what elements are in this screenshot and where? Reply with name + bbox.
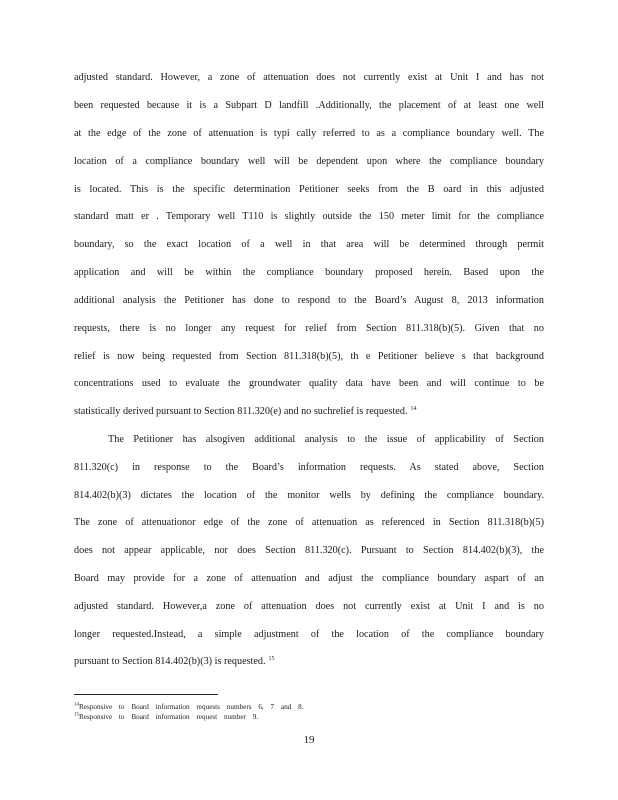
paragraph-line: location of a compliance boundary well will be dependent upon where the compliance boundary [74, 156, 544, 167]
paragraph-line: requests, there is no longer any request for relief from Section 811.318(b)(5). Given that no [74, 323, 544, 334]
paragraph-line: application and will be within the compliance boundary proposed herein. Based upon the [74, 267, 544, 278]
paragraph-line: adjusted standard. However, a zone of attenuation does not currently exist at Unit I and has not [74, 72, 544, 83]
paragraph-line: boundary, so the exact location of a well in that area will be determined through permit [74, 239, 544, 250]
footnote-divider [74, 694, 218, 695]
paragraph-line: is located. This is the specific determination Petitioner seeks from the B oard in this adjusted [74, 184, 544, 195]
footnote [74, 702, 303, 712]
paragraph-line: longer requested.Instead, a simple adjustment of the location of the compliance boundary [74, 629, 544, 640]
footnote [74, 712, 258, 722]
footnote-reference: 14 [410, 405, 417, 412]
footnote-mark: 14 [74, 702, 79, 708]
paragraph-line [74, 655, 544, 669]
paragraph-line: Board may provide for a zone of attenuation and adjust the compliance boundary aspart of an [74, 573, 544, 584]
paragraph-line: 811.320(c) in response to the Board’s information requests. As stated above, Section [74, 462, 544, 473]
paragraph-line-text: pursuant to Section 814.402(b)(3) is requested. [74, 656, 266, 667]
paragraph-line [74, 405, 544, 419]
paragraph-line: been requested because it is a Subpart D landfill .Additionally, the placement of at least one well [74, 100, 544, 111]
footnote-text: Responsive to Board information requests numbers 6, 7 and 8. [79, 703, 304, 711]
paragraph-line-text: statistically derived pursuant to Section 811.320(e) and no suchrelief is requested. [74, 406, 408, 417]
paragraph-line: does not appear applicable, nor does Section 811.320(c). Pursuant to Section 814.402(b)(3), the [74, 545, 544, 556]
paragraph-line: The Petitioner has alsogiven additional analysis to the issue of applicability of Section [108, 434, 544, 445]
paragraph-line: additional analysis the Petitioner has done to respond to the Board’s August 8, 2013 information [74, 295, 544, 306]
paragraph-line: adjusted standard. However,a zone of attenuation does not currently exist at Unit I and is no [74, 601, 544, 612]
paragraph-line: The zone of attenuationor edge of the zone of attenuation as referenced in Section 811.318(b)(5) [74, 517, 544, 528]
footnote-reference: 15 [268, 655, 275, 662]
paragraph-line: 814.402(b)(3) dictates the location of the monitor wells by defining the compliance boundary. [74, 490, 544, 501]
paragraph-line: at the edge of the zone of attenuation is typi cally referred to as a compliance boundary well. The [74, 128, 544, 139]
page-number: 19 [303, 734, 315, 746]
paragraph-line: concentrations used to evaluate the groundwater quality data have been and will continue to be [74, 378, 544, 389]
paragraph-line: standard matt er . Temporary well T110 is slightly outside the 150 meter limit for the compliance [74, 211, 544, 222]
footnote-mark: 15 [74, 712, 79, 718]
paragraph-line: relief is now being requested from Section 811.318(b)(5), th e Petitioner believe s that background [74, 351, 544, 362]
footnote-text: Responsive to Board information request number 9. [79, 713, 259, 721]
